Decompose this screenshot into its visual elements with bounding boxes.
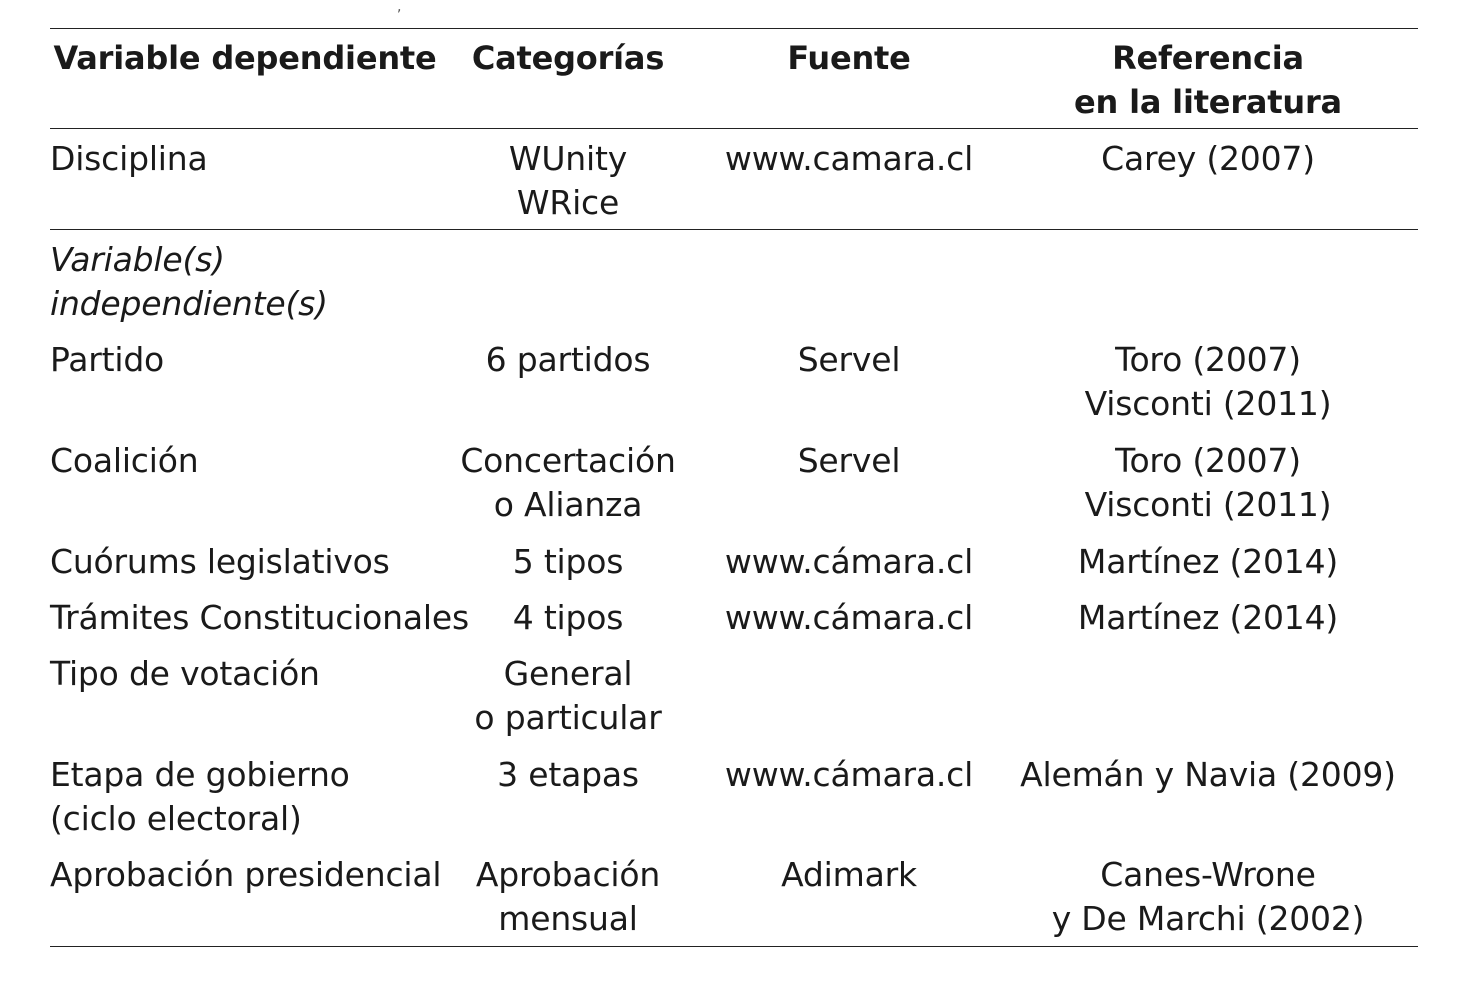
header-categorias: Categorías — [471, 39, 665, 77]
category-line: o Alianza — [493, 485, 643, 524]
reference-line: Canes-Wrone — [1100, 855, 1316, 894]
reference-line: Visconti (2011) — [1084, 384, 1332, 423]
dep-category: WRice — [516, 183, 620, 222]
row-source: www.cámara.cl — [724, 755, 974, 794]
row-categories: 3 etapas — [497, 755, 639, 794]
dep-variable: Disciplina — [50, 139, 208, 178]
row-categories: 5 tipos — [512, 542, 624, 581]
dep-reference: Carey (2007) — [1101, 139, 1315, 178]
stray-mark: , — [397, 0, 402, 15]
row-source: Adimark — [781, 855, 917, 894]
row-categories — [450, 853, 686, 941]
header-rule — [50, 128, 1418, 129]
row-variable: Partido — [50, 340, 165, 379]
row-source: www.cámara.cl — [724, 542, 974, 581]
row-variable — [50, 753, 350, 841]
row-variable: Tipo de votación — [50, 654, 320, 693]
reference-line: Visconti (2011) — [1084, 485, 1332, 524]
row-categories: 4 tipos — [512, 598, 624, 637]
row-variable: Coalición — [50, 441, 199, 480]
row-reference — [1008, 853, 1408, 941]
dep-category: WUnity — [508, 139, 628, 178]
row-source: Servel — [797, 340, 901, 379]
row-reference — [1008, 439, 1408, 527]
variable-line: Etapa de gobierno — [50, 755, 350, 794]
bottom-rule — [50, 946, 1418, 947]
row-source: Servel — [797, 441, 901, 480]
row-categories — [450, 652, 686, 740]
variable-line: (ciclo electoral) — [50, 799, 302, 838]
row-source: www.cámara.cl — [724, 598, 974, 637]
section-rule — [50, 229, 1418, 230]
reference-line: y De Marchi (2002) — [1051, 899, 1365, 938]
row-variable: Cuórums legislativos — [50, 542, 390, 581]
category-line: o particular — [474, 698, 662, 737]
row-reference — [1008, 338, 1408, 426]
header-variable-dependiente: Variable dependiente — [53, 39, 437, 77]
independent-label-line2: independiente(s) — [50, 284, 328, 323]
header-fuente: Fuente — [787, 39, 911, 77]
header-referencia-line2: en la literatura — [1074, 83, 1342, 121]
row-variable: Trámites Constitucionales — [50, 598, 469, 637]
dep-categories — [450, 137, 686, 225]
category-line: Aprobación — [475, 855, 661, 894]
top-rule — [50, 28, 1418, 29]
reference-line: Toro (2007) — [1115, 441, 1301, 480]
header-referencia — [1008, 36, 1408, 124]
reference-line: Toro (2007) — [1115, 340, 1301, 379]
row-categories — [450, 439, 686, 527]
row-variable: Aprobación presidencial — [50, 855, 442, 894]
category-line: General — [503, 654, 633, 693]
header-referencia-line1: Referencia — [1112, 39, 1304, 77]
dep-source: www.camara.cl — [724, 139, 974, 178]
independent-label — [50, 238, 328, 326]
row-reference: Martínez (2014) — [1077, 542, 1339, 581]
category-line: Concertación — [460, 441, 676, 480]
row-categories: 6 partidos — [485, 340, 651, 379]
row-reference: Martínez (2014) — [1077, 598, 1339, 637]
independent-label-line1: Variable(s) — [50, 240, 225, 279]
row-reference: Alemán y Navia (2009) — [1020, 755, 1396, 794]
category-line: mensual — [498, 899, 638, 938]
